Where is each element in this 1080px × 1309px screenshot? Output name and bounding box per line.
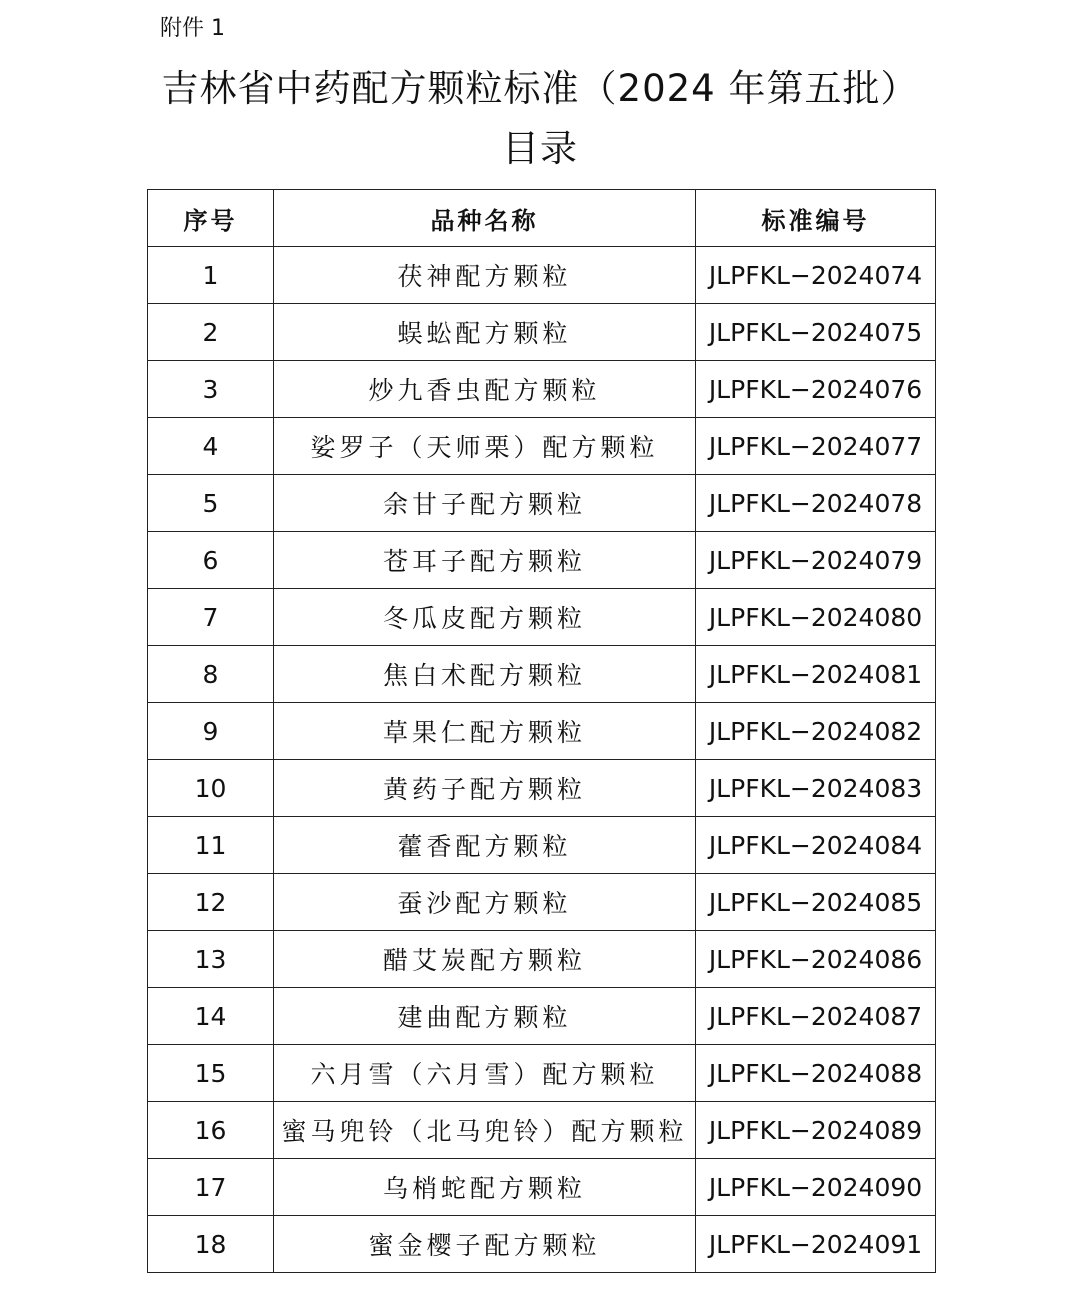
table-row xyxy=(148,304,936,361)
row-seq-cell: 13 xyxy=(148,931,274,988)
row-name-cell: 建曲配方颗粒 xyxy=(274,988,696,1045)
document-subtitle: 目录 xyxy=(502,127,578,170)
row-name-cell: 蜜马兜铃（北马兜铃）配方颗粒 xyxy=(274,1102,696,1159)
table-row xyxy=(148,1045,936,1102)
row-code-cell: JLPFKL−2024088 xyxy=(696,1045,936,1102)
row-seq-cell: 16 xyxy=(148,1102,274,1159)
row-code-cell: JLPFKL−2024084 xyxy=(696,817,936,874)
row-name-cell: 醋艾炭配方颗粒 xyxy=(274,931,696,988)
row-seq-cell: 5 xyxy=(148,475,274,532)
catalog-table xyxy=(147,189,936,1273)
row-seq-cell: 10 xyxy=(148,760,274,817)
row-seq-cell: 6 xyxy=(148,532,274,589)
table-row xyxy=(148,760,936,817)
table-row xyxy=(148,589,936,646)
row-name-cell: 炒九香虫配方颗粒 xyxy=(274,361,696,418)
table-row xyxy=(148,247,936,304)
table-row xyxy=(148,418,936,475)
document-title: 吉林省中药配方颗粒标准（2024 年第五批） xyxy=(161,67,919,110)
row-name-cell: 蜜金樱子配方颗粒 xyxy=(274,1216,696,1273)
row-code-cell: JLPFKL−2024078 xyxy=(696,475,936,532)
row-seq-cell: 18 xyxy=(148,1216,274,1273)
table-row xyxy=(148,874,936,931)
row-code-cell: JLPFKL−2024091 xyxy=(696,1216,936,1273)
row-seq-cell: 4 xyxy=(148,418,274,475)
row-seq-cell: 14 xyxy=(148,988,274,1045)
table-row xyxy=(148,361,936,418)
row-code-cell: JLPFKL−2024079 xyxy=(696,532,936,589)
row-name-cell: 蚕沙配方颗粒 xyxy=(274,874,696,931)
table-row xyxy=(148,646,936,703)
row-code-cell: JLPFKL−2024080 xyxy=(696,589,936,646)
row-name-cell: 娑罗子（天师栗）配方颗粒 xyxy=(274,418,696,475)
row-name-cell: 乌梢蛇配方颗粒 xyxy=(274,1159,696,1216)
attachment-label: 附件 1 xyxy=(160,16,225,41)
table-row xyxy=(148,931,936,988)
table-header-row xyxy=(148,190,936,247)
row-code-cell: JLPFKL−2024089 xyxy=(696,1102,936,1159)
row-code-cell: JLPFKL−2024087 xyxy=(696,988,936,1045)
row-code-cell: JLPFKL−2024076 xyxy=(696,361,936,418)
row-code-cell: JLPFKL−2024075 xyxy=(696,304,936,361)
table-row xyxy=(148,1159,936,1216)
header-name: 品种名称 xyxy=(274,190,696,247)
row-code-cell: JLPFKL−2024085 xyxy=(696,874,936,931)
row-code-cell: JLPFKL−2024074 xyxy=(696,247,936,304)
row-name-cell: 藿香配方颗粒 xyxy=(274,817,696,874)
row-code-cell: JLPFKL−2024083 xyxy=(696,760,936,817)
row-code-cell: JLPFKL−2024086 xyxy=(696,931,936,988)
table-row xyxy=(148,1216,936,1273)
row-code-cell: JLPFKL−2024077 xyxy=(696,418,936,475)
table-row xyxy=(148,475,936,532)
row-code-cell: JLPFKL−2024090 xyxy=(696,1159,936,1216)
row-seq-cell: 8 xyxy=(148,646,274,703)
row-name-cell: 茯神配方颗粒 xyxy=(274,247,696,304)
table-row xyxy=(148,817,936,874)
row-name-cell: 余甘子配方颗粒 xyxy=(274,475,696,532)
row-code-cell: JLPFKL−2024082 xyxy=(696,703,936,760)
table-row xyxy=(148,703,936,760)
row-name-cell: 草果仁配方颗粒 xyxy=(274,703,696,760)
row-code-cell: JLPFKL−2024081 xyxy=(696,646,936,703)
row-seq-cell: 2 xyxy=(148,304,274,361)
row-seq-cell: 7 xyxy=(148,589,274,646)
table-row xyxy=(148,988,936,1045)
row-seq-cell: 1 xyxy=(148,247,274,304)
row-name-cell: 黄药子配方颗粒 xyxy=(274,760,696,817)
row-seq-cell: 17 xyxy=(148,1159,274,1216)
table-row xyxy=(148,1102,936,1159)
row-name-cell: 冬瓜皮配方颗粒 xyxy=(274,589,696,646)
row-seq-cell: 15 xyxy=(148,1045,274,1102)
row-name-cell: 六月雪（六月雪）配方颗粒 xyxy=(274,1045,696,1102)
row-seq-cell: 12 xyxy=(148,874,274,931)
table-row xyxy=(148,532,936,589)
header-seq: 序号 xyxy=(148,190,274,247)
row-seq-cell: 3 xyxy=(148,361,274,418)
row-name-cell: 焦白术配方颗粒 xyxy=(274,646,696,703)
row-seq-cell: 11 xyxy=(148,817,274,874)
row-seq-cell: 9 xyxy=(148,703,274,760)
header-code: 标准编号 xyxy=(696,190,936,247)
row-name-cell: 蜈蚣配方颗粒 xyxy=(274,304,696,361)
row-name-cell: 苍耳子配方颗粒 xyxy=(274,532,696,589)
